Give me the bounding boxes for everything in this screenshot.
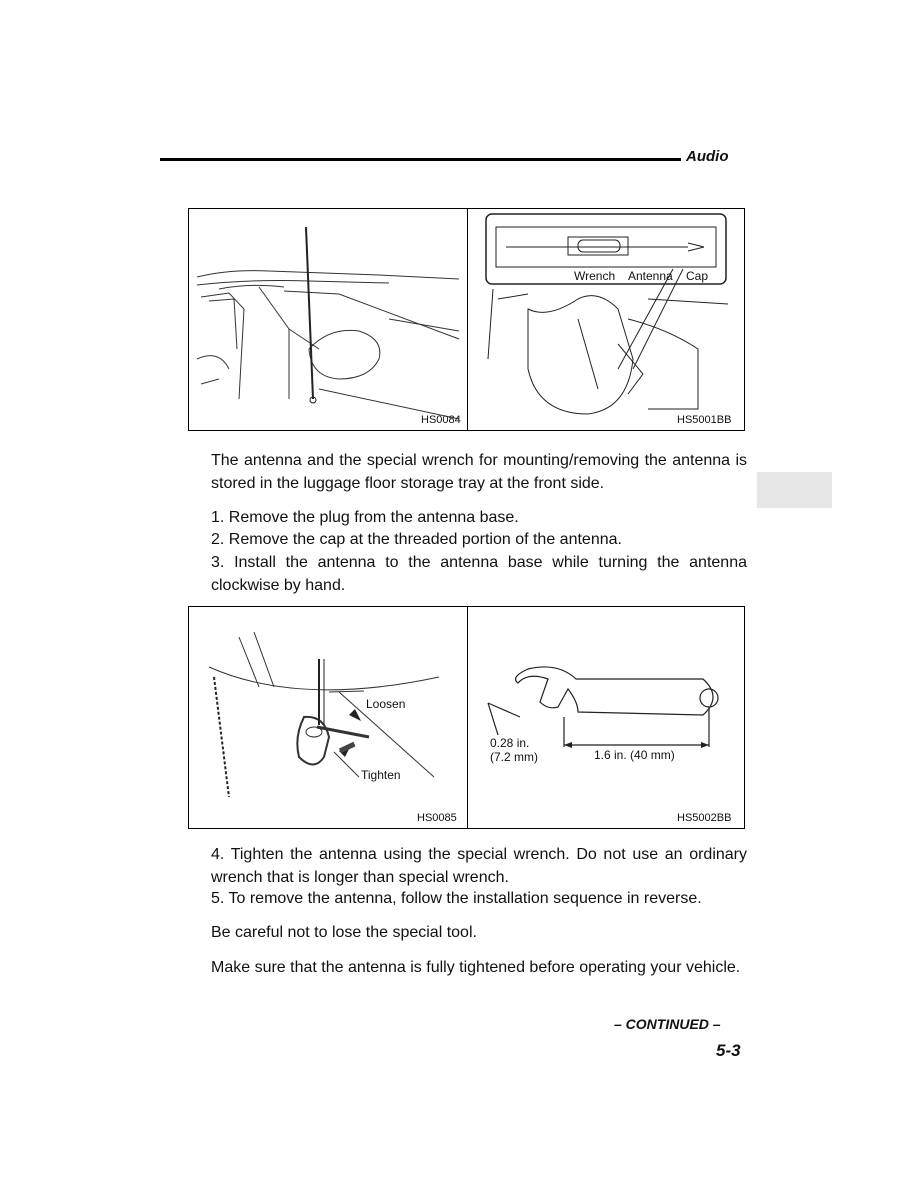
figure-code-left: HS0085 xyxy=(417,812,457,824)
wrench-label: Wrench xyxy=(574,269,616,283)
loosen-label: Loosen xyxy=(366,697,406,711)
side-tab xyxy=(757,472,832,508)
length-label: 1.6 in. (40 mm) xyxy=(594,748,675,762)
width-label-inches: 0.28 in. xyxy=(490,736,530,750)
step-1: 1. Remove the plug from the antenna base. xyxy=(211,509,519,526)
note-tighten: Make sure that the antenna is fully tightened before operating your vehicle. xyxy=(211,959,741,976)
header-rule xyxy=(160,158,681,161)
note-special-tool: Be careful not to lose the special tool. xyxy=(211,924,477,941)
figure-code-right: HS5001BB xyxy=(677,414,732,426)
width-label-mm: (7.2 mm) xyxy=(490,750,538,764)
figure-code-left: HS0084 xyxy=(421,414,461,426)
intro-paragraph: The antenna and the special wrench for mounting/removing the antenna is stored in the luggage floor storage tray at the front side. xyxy=(211,452,747,492)
storage-tray-illustration xyxy=(468,209,746,430)
step-3: 3. Install the antenna to the antenna base while turning the antenna clockwise by hand. xyxy=(211,554,747,594)
car-antenna-illustration xyxy=(189,209,467,430)
cap-label: Cap xyxy=(686,269,709,283)
figure-antenna-storage xyxy=(188,208,745,431)
section-title: Audio xyxy=(686,148,729,165)
step-2: 2. Remove the cap at the threaded portion of the antenna. xyxy=(211,531,622,548)
figure-wrench-usage xyxy=(188,606,745,829)
antenna-label: Antenna xyxy=(628,269,673,283)
tighten-label: Tighten xyxy=(361,768,401,782)
continued-marker: – CONTINUED – xyxy=(614,1016,721,1032)
tightening-illustration xyxy=(189,607,467,828)
step-4: 4. Tighten the antenna using the special wrench. Do not use an ordinary wrench that is longer than special wrench. xyxy=(211,846,747,886)
page-number: 5-3 xyxy=(716,1041,741,1060)
step-5: 5. To remove the antenna, follow the installation sequence in reverse. xyxy=(211,890,702,907)
figure-code-right: HS5002BB xyxy=(677,812,732,824)
wrench-dimensions-illustration xyxy=(468,607,746,828)
